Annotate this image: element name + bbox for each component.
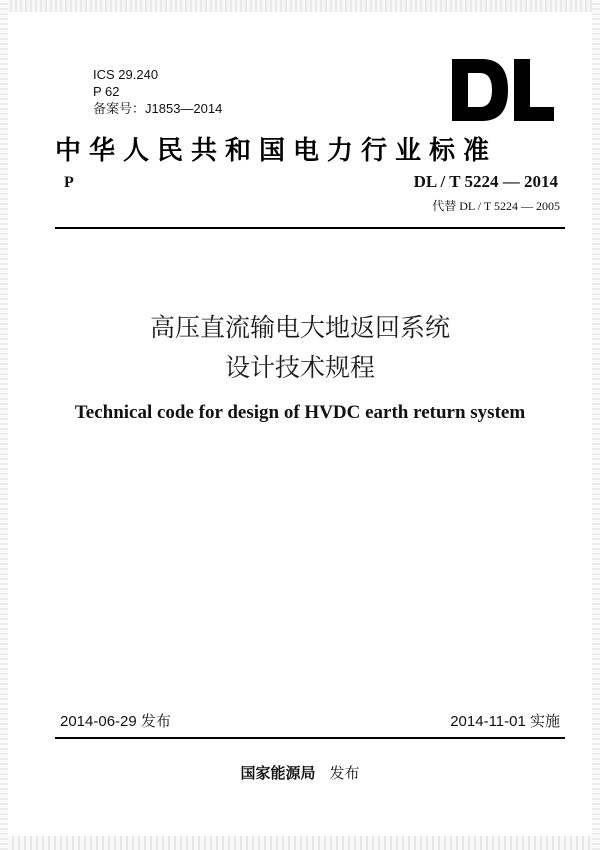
record-number: 备案号：J1853—2014 <box>93 101 223 116</box>
publisher-action: 发布 <box>329 764 360 782</box>
replaces-standard: 代替 DL / T 5224 — 2005 <box>432 199 560 213</box>
standard-number: DL / T 5224 — 2014 <box>413 172 558 191</box>
effective-date: 2014-11-01 实施 <box>450 713 560 730</box>
ics-code: ICS 29.240 <box>93 67 159 82</box>
title-cn-line-1: 高压直流输电大地返回系统 <box>149 313 450 342</box>
scan-border-bottom <box>0 836 600 850</box>
issue-date: 2014-06-29 发布 <box>60 713 171 730</box>
ccs-code: P 62 <box>93 84 120 99</box>
scan-border-top <box>0 0 600 12</box>
title-en: Technical code for design of HVDC earth return system <box>74 402 526 423</box>
top-divider <box>55 227 565 229</box>
dl-logo <box>448 55 558 125</box>
scan-border-right <box>592 0 600 850</box>
industry-standard-title: 中华人民共和国电力行业标准 <box>55 136 498 166</box>
title-cn-line-2: 设计技术规程 <box>224 353 375 382</box>
bottom-divider <box>55 737 565 739</box>
publisher <box>0 762 600 783</box>
publisher-org: 国家能源局 <box>240 764 316 782</box>
classification-code: P <box>64 174 74 191</box>
scan-border-left <box>0 0 8 850</box>
